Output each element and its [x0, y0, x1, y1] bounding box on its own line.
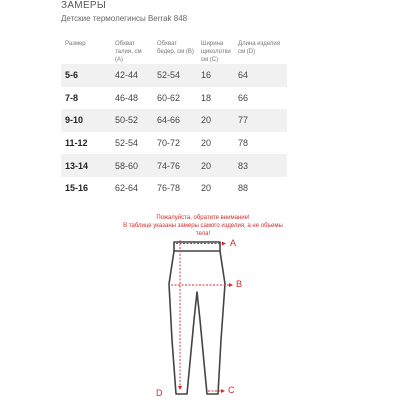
- cell-ankle: 20: [197, 177, 234, 200]
- arrow-a-head: [222, 242, 226, 246]
- cell-size: 13-14: [61, 154, 111, 177]
- table-row: [61, 177, 287, 200]
- cell-hips: 64-66: [153, 109, 197, 132]
- label-b: B: [236, 279, 243, 289]
- column-header-hips: Обхват бедер, см (В): [157, 41, 194, 55]
- leggings-body-shape: [169, 251, 225, 394]
- column-header-length: Длина изделия см (D): [238, 41, 280, 55]
- leggings-diagram-svg: [150, 232, 260, 400]
- table-row: [61, 64, 287, 87]
- measurement-arrows: [171, 240, 233, 393]
- table-row: [61, 154, 287, 177]
- leggings-diagram: [150, 232, 260, 400]
- column-header-size: Размер: [65, 41, 86, 47]
- cell-size: 5-6: [61, 64, 111, 87]
- cell-length: 88: [234, 177, 287, 200]
- table-row: [61, 87, 287, 110]
- cell-length: 66: [234, 87, 287, 110]
- header-subtitle: Детские термолегинсы Berrak 848: [61, 14, 188, 23]
- cell-hips: 70-72: [153, 132, 197, 155]
- cell-ankle: 20: [197, 109, 234, 132]
- size-table: [61, 36, 287, 200]
- cell-waist: 58-60: [111, 154, 153, 177]
- cell-hips: 60-62: [153, 87, 197, 110]
- column-header-waist: Обхват талии, см (А): [115, 41, 142, 63]
- cell-ankle: 16: [197, 64, 234, 87]
- cell-length: 83: [234, 154, 287, 177]
- cell-length: 78: [234, 132, 287, 155]
- cell-length: 77: [234, 109, 287, 132]
- cell-waist: 46-48: [111, 87, 153, 110]
- table-header-row: [61, 36, 287, 64]
- arrow-b-head: [229, 283, 233, 287]
- notice-line-2: В таблице указаны замеры самого изделия, а не объемы тела!: [123, 223, 283, 237]
- cell-waist: 50-52: [111, 109, 153, 132]
- cell-waist: 62-64: [111, 177, 153, 200]
- cell-hips: 74-76: [153, 154, 197, 177]
- column-header-ankle: Ширина щиколотки см (С): [201, 41, 231, 63]
- cell-size: 11-12: [61, 132, 111, 155]
- cell-ankle: 20: [197, 132, 234, 155]
- arrow-d-head: [178, 386, 182, 390]
- cell-ankle: 20: [197, 154, 234, 177]
- cell-size: 15-16: [61, 177, 111, 200]
- header-title: ЗАМЕРЫ: [61, 0, 107, 11]
- cell-waist: 42-44: [111, 64, 153, 87]
- cell-waist: 52-54: [111, 132, 153, 155]
- label-d: D: [156, 388, 163, 398]
- cell-length: 64: [234, 64, 287, 87]
- leggings-outline: [169, 242, 225, 394]
- cell-hips: 76-78: [153, 177, 197, 200]
- cell-ankle: 18: [197, 87, 234, 110]
- label-a: A: [230, 238, 237, 248]
- table-row: [61, 132, 287, 155]
- cell-size: 7-8: [61, 87, 111, 110]
- cell-hips: 52-54: [153, 64, 197, 87]
- cell-size: 9-10: [61, 109, 111, 132]
- notice-line-1: Пожалуйста, обратите внимание!: [156, 215, 250, 221]
- table-row: [61, 109, 287, 132]
- label-c: C: [228, 385, 235, 395]
- arrow-c-head: [221, 389, 225, 393]
